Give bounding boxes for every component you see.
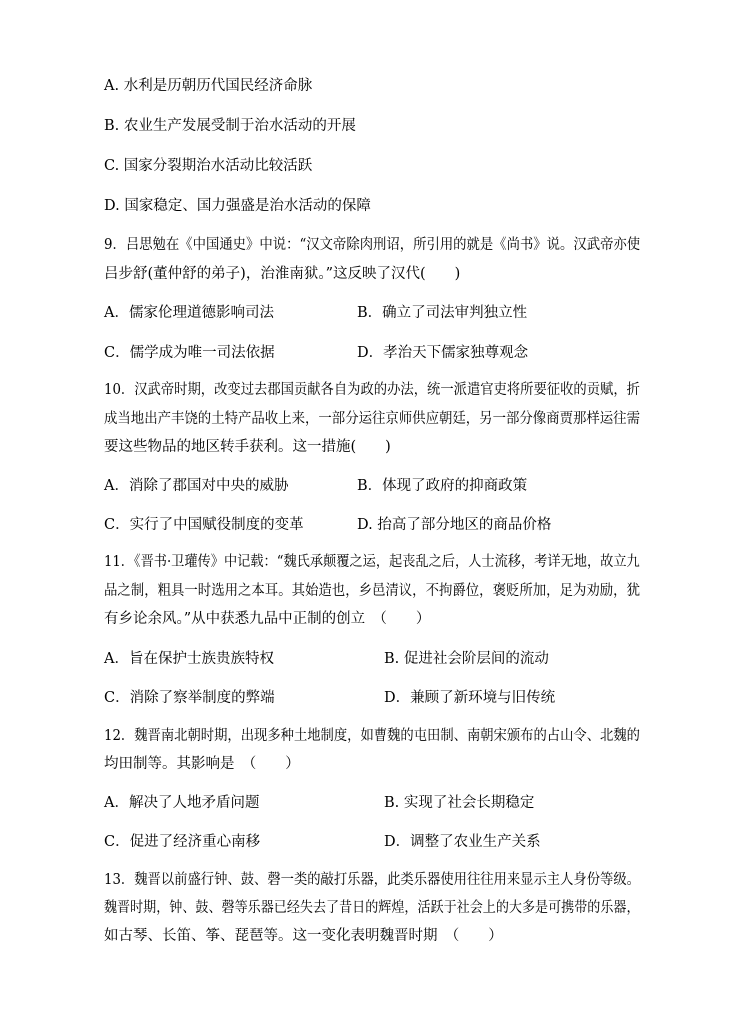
q10-option-d: D. 抬高了部分地区的商品价格 [357, 517, 552, 533]
q10-stem-line-3: 要这些物品的地区转手获利。这一措施( ) [104, 439, 391, 455]
q12-stem-line-1: 12．魏晋南北朝时期，出现多种土地制度，如曹魏的屯田制、南朝宋颁布的占山令、北魏的 [104, 728, 640, 744]
q8-option-d: D. 国家稳定、国力强盛是治水活动的保障 [104, 198, 371, 214]
q13-stem-line-2: 魏晋时期，钟、鼓、磬等乐器已经失去了昔日的辉煌，活跃于社会上的大多是可携带的乐器， [104, 900, 640, 916]
q11-option-a: A．旨在保护士族贵族特权 [104, 651, 274, 667]
q11-stem-line-3: 有乡论余风。”从中获悉九品中正制的创立 （ ） [104, 611, 431, 627]
q10-option-a: A．消除了郡国对中央的威胁 [104, 478, 289, 494]
q9-option-c: C．儒学成为唯一司法依据 [104, 345, 275, 361]
q9-stem-line-2: 吕步舒(董仲舒的弟子)，治淮南狱。”这反映了汉代( ) [104, 266, 461, 282]
q10-stem-line-2: 成当地出产丰饶的土特产品收上来，一部分运往京师供应朝廷，另一部分像商贾那样运往需 [104, 411, 640, 427]
q13-stem-line-3: 如古琴、长笛、筝、琵琶等。这一变化表明魏晋时期 （ ） [104, 928, 503, 944]
q10-option-b: B．体现了政府的抑商政策 [357, 478, 528, 494]
q10-stem-line-1: 10．汉武帝时期，改变过去郡国贡献各自为政的办法，统一派遣官吏将所要征收的贡赋，折 [104, 382, 640, 398]
q8-option-c: C. 国家分裂期治水活动比较活跃 [104, 158, 313, 174]
q9-option-b: B．确立了司法审判独立性 [357, 305, 528, 321]
q12-option-d: D．调整了农业生产关系 [384, 834, 541, 850]
q11-option-c: C．消除了察举制度的弊端 [104, 690, 275, 706]
q12-stem-line-2: 均田制等。其影响是 （ ） [104, 756, 300, 772]
q11-stem-line-1: 11．《晋书·卫瓘传》中记载：“魏氏承颠覆之运，起丧乱之后，人士流移，考详无地，故立九 [104, 554, 640, 570]
q11-option-b: B. 促进社会阶层间的流动 [384, 651, 549, 667]
q13-stem-line-1: 13．魏晋以前盛行钟、鼓、磬一类的敲打乐器，此类乐器使用往往用来显示主人身份等级。 [104, 872, 640, 888]
q12-option-b: B. 实现了社会长期稳定 [384, 795, 535, 811]
q9-option-a: A．儒家伦理道德影响司法 [104, 305, 274, 321]
q12-option-a: A．解决了人地矛盾问题 [104, 795, 260, 811]
q9-option-d: D．孝治天下儒家独尊观念 [357, 345, 529, 361]
q8-option-a: A. 水利是历朝历代国民经济命脉 [104, 78, 313, 94]
q10-option-c: C．实行了中国赋役制度的变革 [104, 517, 304, 533]
q11-stem-line-2: 品之制，粗具一时选用之本耳。其始造也，乡邑清议，不拘爵位，褒贬所加，足为劝励，犹 [104, 583, 640, 599]
q9-stem-line-1: 9．吕思勉在《中国通史》中说：“汉文帝除肉刑诏，所引用的就是《尚书》说。汉武帝亦使 [104, 237, 641, 253]
q11-option-d: D．兼顾了新环境与旧传统 [384, 690, 556, 706]
q8-option-b: B. 农业生产发展受制于治水活动的开展 [104, 118, 356, 134]
q12-option-c: C．促进了经济重心南移 [104, 834, 261, 850]
